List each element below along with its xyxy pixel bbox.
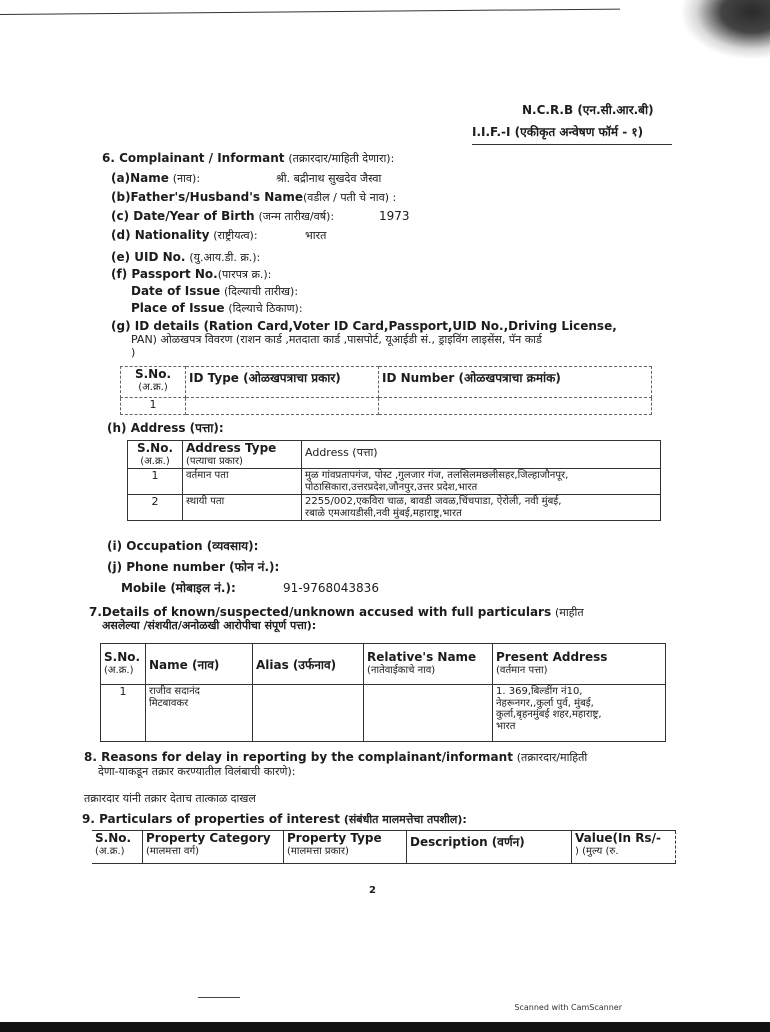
- passport-date-row: [131, 285, 298, 298]
- section-7-heading: [89, 606, 584, 619]
- property-sno-header: [92, 831, 143, 864]
- name-label: (a)Name: [111, 171, 169, 185]
- header-text-mr: (अ.क्र.): [140, 455, 170, 467]
- father-name-label-mr: (वडील / पती चे नाव) :: [303, 191, 397, 204]
- accused-name-line: राजीव सदानंद: [149, 686, 200, 697]
- header-text: S.No.: [95, 831, 132, 845]
- table-row: [128, 495, 661, 521]
- section-7-heading-line2: असलेल्या /संशयीत/अनोळखी आरोपीचा संपूर्ण पत्ता):: [102, 619, 317, 632]
- header-text: Present Address: [496, 650, 608, 665]
- section-8-heading-line2: देणा-याकडून तक्रार करण्यातील विलंबाची कारणे):: [98, 765, 296, 778]
- father-name-row: [111, 191, 396, 204]
- header-text-mr: (पत्याचा प्रकार): [186, 455, 243, 467]
- header-text: Name (नाव): [149, 657, 220, 672]
- header-text: Alias (उर्फनाव): [256, 657, 337, 672]
- properties-table: [92, 830, 676, 864]
- id-details-table: [120, 366, 652, 415]
- table-cell: [379, 398, 652, 415]
- accused-sno-header: [101, 644, 146, 685]
- header-text: S.No.: [136, 441, 174, 455]
- header-divider: [472, 144, 672, 145]
- nationality-row: [111, 229, 258, 242]
- accused-table: [100, 643, 666, 742]
- table-cell: [493, 685, 666, 742]
- table-row: [101, 644, 666, 685]
- section-6-heading-en: 6. Complainant / Informant: [102, 151, 285, 165]
- iif-header: I.I.F.-I (एकीकृत अन्वेषण फॉर्म - १): [472, 125, 644, 139]
- section-8-heading-mr: (तक्रारदार/माहिती: [516, 751, 588, 764]
- header-text: Property Type: [287, 831, 382, 845]
- table-cell: 1: [121, 398, 186, 415]
- header-text: S.No.: [134, 367, 172, 381]
- top-edge-line: [0, 9, 620, 15]
- place-of-issue-label: Place of Issue: [131, 301, 225, 315]
- date-of-issue-label-mr: (दिल्याची तारीख):: [224, 285, 299, 298]
- bottom-dash: [198, 997, 240, 998]
- header-text: Address (पत्ता): [305, 446, 378, 459]
- nationality-label: (d) Nationality: [111, 228, 210, 242]
- address-table: [127, 440, 661, 521]
- id-details-label: (g) ID details (Ration Card,Voter ID Card,Passport,UID No.,Driving License,: [111, 319, 617, 333]
- ncrb-header: N.C.R.B (एन.सी.आर.बी): [522, 103, 654, 117]
- father-name-label: (b)Father's/Husband's Name: [111, 190, 304, 204]
- page-number: 2: [369, 885, 376, 896]
- header-text: ID Type (ओळखपत्राचा प्रकार): [189, 371, 341, 385]
- header-text-mr: (अ.क्र.): [138, 381, 168, 393]
- passport-row: [111, 268, 271, 281]
- id-type-header: [186, 367, 379, 398]
- dob-label: (c) Date/Year of Birth: [111, 209, 255, 223]
- dob-row: [111, 210, 334, 223]
- property-type-header: [284, 831, 407, 864]
- page-corner-shadow: [680, 0, 770, 60]
- passport-place-row: [131, 302, 303, 315]
- table-cell: [302, 495, 661, 521]
- accused-name-header: [146, 644, 253, 685]
- accused-name-line: मिटबावकर: [149, 697, 189, 709]
- table-row: [92, 831, 676, 864]
- accused-relative-header: [364, 644, 493, 685]
- address-label-text: (h) Address (पत्ता):: [107, 421, 224, 435]
- accused-address-line: भारत: [496, 720, 516, 732]
- accused-address-line: नेहरूनगर,,कुर्ला पुर्व, मुंबई,: [496, 697, 594, 709]
- uid-label: (e) UID No.: [111, 250, 186, 264]
- name-label-mr: (नाव):: [172, 172, 201, 185]
- header-text-mr: (मालमत्ता वर्ग): [146, 845, 200, 857]
- address-type-header: [183, 441, 302, 469]
- header-text-mr: (मालमत्ता प्रकार): [287, 845, 349, 857]
- address-sno-header: [128, 441, 183, 469]
- header-text: ID Number (ओळखपत्राचा क्रमांक): [382, 371, 561, 385]
- uid-row: [111, 251, 260, 264]
- phone-label: (j) Phone number (फोन नं.):: [107, 560, 280, 574]
- table-cell: [186, 398, 379, 415]
- header-text-mr: (नातेवाईकाचे नाव): [367, 665, 436, 677]
- table-cell: 1: [101, 685, 146, 742]
- occupation-label: (i) Occupation (व्यवसाय):: [107, 539, 259, 553]
- place-of-issue-label-mr: (दिल्याचे ठिकाण):: [228, 302, 303, 315]
- header-text-mr: (अ.क्र.): [95, 845, 125, 857]
- section-7-heading-en: 7.Details of known/suspected/unknown accused with full particulars: [89, 605, 552, 619]
- table-cell: [364, 685, 493, 742]
- id-details-line2: PAN) ओळखपत्र विवरण (राशन कार्ड ,मतदाता कार्ड ,पासपोर्ट, यूआईडी सं., ड्राइविंग लाइसेंस, पॅन कार्ड: [131, 333, 542, 346]
- id-number-header: [379, 367, 652, 398]
- date-of-issue-label: Date of Issue: [131, 284, 221, 298]
- section-8-heading: [84, 751, 587, 764]
- header-text-mr: (अ.क्र.): [104, 665, 134, 677]
- table-row: [121, 398, 652, 415]
- name-value: श्री. बद्रीनाथ सुखदेव जैस्वा: [276, 172, 382, 185]
- header-text: Property Category: [146, 831, 271, 845]
- id-details-line3: ): [131, 346, 136, 359]
- table-cell: 1: [128, 469, 183, 495]
- table-row: [128, 469, 661, 495]
- header-text-mr: ) (मुल्य (रु.: [575, 845, 619, 857]
- mobile-label: Mobile (मोबाइल नं.):: [121, 581, 236, 595]
- passport-label-mr: (पारपत्र क्र.):: [217, 268, 272, 281]
- section-9-heading-mr: (संबंधीत मालमत्तेचा तपशील):: [343, 813, 467, 826]
- accused-address-line: 1. 369,बिल्डींग नं10,: [496, 686, 583, 697]
- accused-address-line: कुर्ला,बृहनमुंबई शहर,महाराष्ट्र,: [496, 709, 602, 720]
- section-6-heading: [102, 152, 394, 165]
- delay-reason-value: तक्रारदार यांनी तक्रार देताच तात्काळ दाखल: [84, 792, 256, 805]
- header-text: Value(In Rs/-: [575, 831, 661, 845]
- nationality-value: भारत: [305, 229, 327, 242]
- table-row: [128, 441, 661, 469]
- bottom-edge-bar: [0, 1022, 770, 1032]
- table-cell: वर्तमान पता: [183, 469, 302, 495]
- property-value-header: [572, 831, 676, 864]
- accused-address-header: [493, 644, 666, 685]
- dob-value: 1973: [379, 209, 410, 223]
- passport-label: (f) Passport No.: [111, 267, 218, 281]
- dob-label-mr: (जन्म तारीख/वर्ष):: [258, 210, 335, 223]
- address-line: 2255/002,एकविरा चाळ, बावडी जवळ,चिंचपाडा, ऐरोली, नवी मुंबई,: [305, 496, 562, 508]
- mobile-value: 91-9768043836: [283, 581, 379, 595]
- table-cell: [302, 469, 661, 495]
- header-text: S.No.: [104, 650, 141, 665]
- address-label: [107, 422, 224, 435]
- nationality-label-mr: (राष्ट्रीयत्व):: [213, 229, 258, 242]
- header-text: Relative's Name: [367, 650, 477, 665]
- header-text: Address Type: [186, 441, 277, 455]
- section-9-heading-en: 9. Particulars of properties of interest: [82, 812, 340, 826]
- section-6-heading-mr: (तक्रारदार/माहिती देणारा):: [288, 152, 395, 165]
- section-9-heading: [82, 813, 467, 826]
- table-cell: 2: [128, 495, 183, 521]
- header-text-mr: (वर्तमान पत्ता): [496, 665, 548, 677]
- address-line: पोठासिकारा,उत्तरप्रदेश,जौनपुर,उत्तर प्रदेश,भारत: [305, 481, 478, 493]
- property-description-header: [407, 831, 572, 864]
- table-cell: स्थायी पता: [183, 495, 302, 521]
- table-row: [101, 685, 666, 742]
- id-sno-header: [121, 367, 186, 398]
- property-category-header: [143, 831, 284, 864]
- name-row: [111, 172, 200, 185]
- table-row: [121, 367, 652, 398]
- scanner-watermark: Scanned with CamScanner: [514, 1003, 622, 1012]
- header-text: Description (वर्णन): [410, 835, 525, 849]
- section-7-heading-mr: (माहीत: [554, 606, 584, 619]
- address-line: रबाळे एमआयडीसी,नवी मुंबई,महाराष्ट्र,भारत: [305, 507, 462, 519]
- table-cell: [146, 685, 253, 742]
- section-8-heading-en: 8. Reasons for delay in reporting by the complainant/informant: [84, 750, 513, 764]
- table-cell: [253, 685, 364, 742]
- uid-label-mr: (यु.आय.डी. क्र.):: [189, 251, 261, 264]
- address-header: [302, 441, 661, 469]
- accused-alias-header: [253, 644, 364, 685]
- address-line: मुळ गांवप्रतापगंज, पोस्ट ,गुलजार गंज, तलसिलमछलीसहर,जिल्हाजौनपूर,: [305, 470, 569, 482]
